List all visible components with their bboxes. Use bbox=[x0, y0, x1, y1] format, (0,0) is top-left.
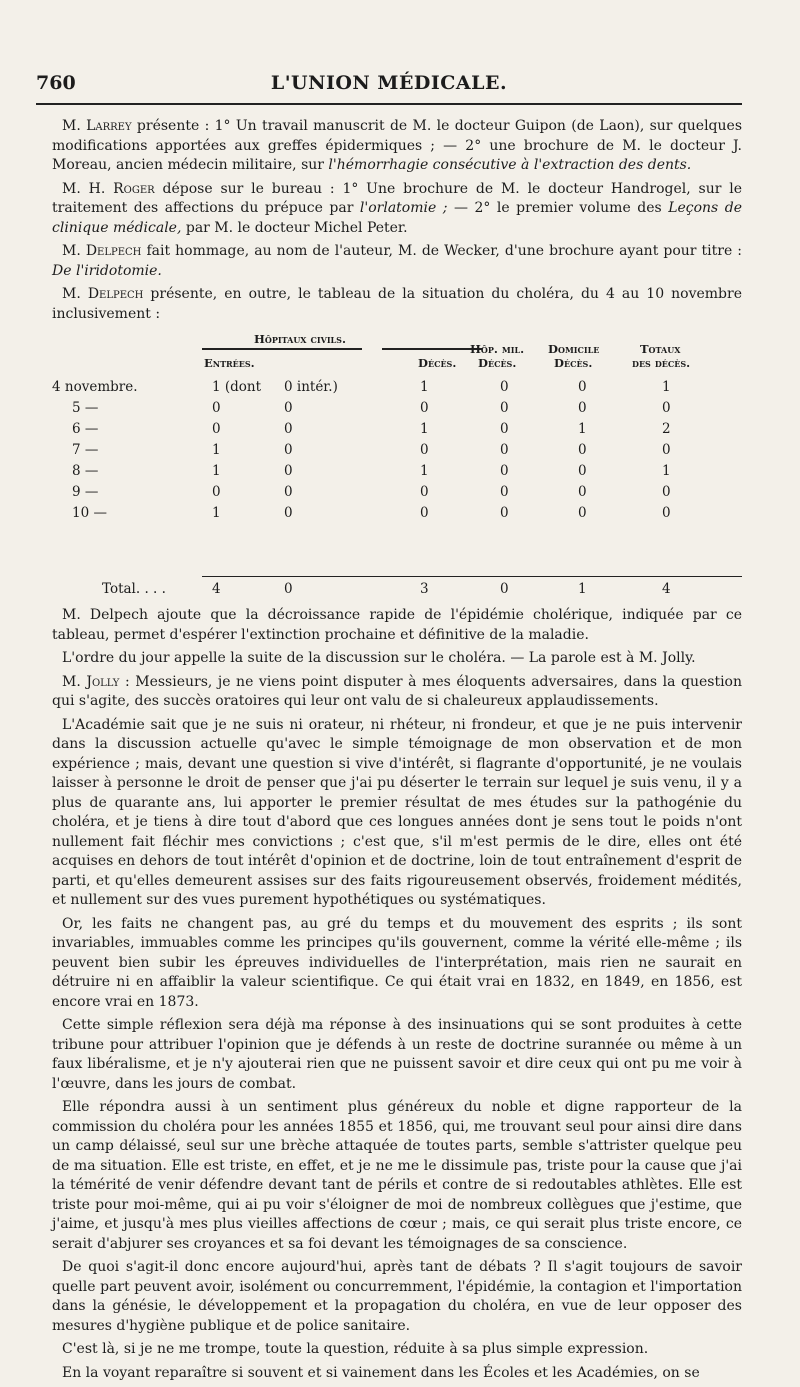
total-entrees: 4 bbox=[212, 581, 221, 597]
brace-right bbox=[382, 348, 482, 351]
paragraph-jolly-intro bbox=[52, 673, 742, 712]
row-deces: 0 bbox=[420, 400, 429, 416]
row-total: 2 bbox=[662, 421, 671, 437]
paragraph-text: présente, en outre, le tableau de la situation du choléra, du 4 au 10 novembre inclusivement : bbox=[52, 286, 742, 322]
row-deces: 1 bbox=[420, 379, 429, 395]
paragraph-delpech-conclusion: M. Delpech ajoute que la décroissance rapide de l'épidémie cholérique, indiquée par ce tableau, permet d'espérer l'extinction prochaine et définitive de la maladie. bbox=[52, 607, 742, 643]
paragraph-text: par M. le docteur Michel Peter. bbox=[181, 219, 408, 236]
brace-left bbox=[202, 348, 362, 351]
row-interieur: 0 bbox=[284, 484, 293, 500]
col-header-domicile: Domicile bbox=[548, 342, 600, 356]
paragraph-faits: Or, les faits ne changent pas, au gré du temps et du mouvement des esprits ; ils sont invariables, immuables comme les principes qu'ils gouvernent, comme la vérité elle-même ; ils peuvent bien subir les épreuves individuelles de l'interprétation, mais rien ne saurait en détruire ni en affaiblir la valeur scientifique. Ce qui était vrai en 1832, en 1849, en 1856, est encore vrai en 1873. bbox=[52, 915, 742, 1010]
row-interieur: 0 bbox=[284, 400, 293, 416]
col-header-totaux: Totaux bbox=[640, 342, 681, 356]
paragraph-text: fait hommage, au nom de l'auteur, M. de Wecker, d'une brochure ayant pour titre : bbox=[141, 243, 742, 259]
row-deces: 0 bbox=[420, 484, 429, 500]
row-hopmil: 0 bbox=[500, 379, 509, 395]
row-total: 1 bbox=[662, 463, 671, 479]
total-label: Total. . . . bbox=[102, 581, 166, 597]
paragraph-larrey bbox=[52, 117, 742, 176]
row-entrees: 1 bbox=[212, 505, 221, 521]
page-header bbox=[36, 72, 742, 102]
paragraph-question: De quoi s'agit-il donc encore aujourd'hui, après tant de débats ? Il s'agit toujours de savoir quelle part peuvent avoir, isolément ou concurremment, l'épidémie, la contagion et l'importation dans la génésie, le développement et la propagation du choléra, en vue de leur opposer des mesures d'hygiène publique et de police sanitaire. bbox=[52, 1259, 742, 1334]
row-entrees: 1 bbox=[212, 442, 221, 458]
total-hopmil: 0 bbox=[500, 581, 509, 597]
row-entrees: 1 bbox=[212, 463, 221, 479]
paragraph-italic: l'hémorrhagie consécutive à l'extraction des dents. bbox=[328, 157, 692, 173]
paragraph-delpech-tableau bbox=[52, 285, 742, 324]
col-header-entrees: Entrées. bbox=[204, 356, 255, 370]
speaker-name: M. Jolly bbox=[62, 673, 120, 690]
row-domicile: 0 bbox=[578, 442, 587, 458]
row-day: 8 — bbox=[72, 463, 99, 479]
total-rule bbox=[202, 576, 742, 577]
speaker-name: M. Larrey bbox=[62, 118, 132, 134]
row-hopmil: 0 bbox=[500, 442, 509, 458]
paragraph-text: présente : 1° Un travail manuscrit de M. le docteur Guipon (de Laon), sur quelques modifications apportées aux greffes épidermiques ; — 2° une brochure de M. le docteur J. Moreau, ancien médecin militaire, sur bbox=[52, 118, 743, 173]
article-body bbox=[52, 117, 742, 1387]
row-total: 0 bbox=[662, 442, 671, 458]
row-domicile: 0 bbox=[578, 484, 587, 500]
paragraph-ordre-du-jour: L'ordre du jour appelle la suite de la discussion sur le choléra. — La parole est à M. Jolly. bbox=[62, 650, 696, 666]
row-hopmil: 0 bbox=[500, 463, 509, 479]
row-domicile: 0 bbox=[578, 463, 587, 479]
row-interieur: 0 bbox=[284, 505, 293, 521]
row-total: 1 bbox=[662, 379, 671, 395]
row-hopmil: 0 bbox=[500, 421, 509, 437]
paragraph-delpech-hommage bbox=[52, 242, 742, 281]
speaker-name: M. H. Roger bbox=[62, 180, 155, 197]
row-day: 6 — bbox=[72, 421, 99, 437]
row-day: 9 — bbox=[72, 484, 99, 500]
row-day: 5 — bbox=[72, 400, 99, 416]
row-deces: 1 bbox=[420, 463, 429, 479]
col-header-hopmil-deces: Décès. bbox=[478, 356, 517, 370]
row-domicile: 0 bbox=[578, 505, 587, 521]
paragraph-italic: l'orlatomie ; bbox=[359, 200, 448, 216]
row-entrees: 0 bbox=[212, 484, 221, 500]
row-hopmil: 0 bbox=[500, 505, 509, 521]
page-number: 760 bbox=[36, 72, 76, 94]
paragraph-roger bbox=[52, 180, 742, 239]
row-day: 10 — bbox=[72, 505, 107, 521]
paragraph-text: — 2° le premier volume des bbox=[447, 200, 669, 216]
row-total: 0 bbox=[662, 484, 671, 500]
paragraph-reflexion: Cette simple réflexion sera déjà ma réponse à des insinuations qui se sont produites à cette tribune pour attribuer l'opinion que je défends à un reste de doctrine surannée ou même à un faux libéralisme, et je n'y ajouterai rien que ne puissent savoir et dire ceux qui ont pu me voir à l'œuvre, dans les jours de combat. bbox=[52, 1017, 742, 1092]
row-day: 4 novembre. bbox=[52, 379, 138, 395]
row-domicile: 0 bbox=[578, 379, 587, 395]
paragraph-italic: De l'iridotomie. bbox=[52, 262, 162, 279]
total-totaux: 4 bbox=[662, 581, 671, 597]
row-interieur: 0 bbox=[284, 442, 293, 458]
paragraph-text: dépose sur le bureau : 1° Une brochure de M. le docteur Handrogel, sur le traitement des affections du prépuce par bbox=[52, 180, 742, 216]
row-entrees: 1 (dont bbox=[212, 379, 262, 395]
paragraph-text: : Messieurs, je ne viens point disputer à mes éloquents adversaires, dans la question qui s'agite, des succès oratoires qui leur ont valu de si chaleureux applaudissements. bbox=[52, 673, 743, 709]
row-total: 0 bbox=[662, 505, 671, 521]
header-rule bbox=[36, 103, 742, 105]
paragraph-italic: Leçons de clinique médicale, bbox=[52, 200, 742, 236]
row-interieur: 0 intér.) bbox=[284, 379, 338, 395]
paragraph-rapporteur: Elle répondra aussi à un sentiment plus généreux du noble et digne rapporteur de la commission du choléra pour les années 1855 et 1856, qui, me trouvant seul pour ainsi dire dans un camp délaissé, seul sur une brèche attaquée de toutes parts, semble s'attrister quelque peu de ma situation. Elle est triste, en effet, et je ne me le dissimule pas, triste pour la cause que j'ai la témérité de venir défendre devant tant de périls et contre de si redoutables athlètes. Elle est triste pour moi-même, qui ai pu voir s'éloigner de moi de nombreux collègues que j'estime, que j'aime, et jusqu'à mes plus vieilles affections de cœur ; mais, ce qui serait plus triste encore, ce serait d'abjurer ses croyances et sa foi devant les témoignages de sa conscience. bbox=[52, 1099, 742, 1252]
col-header-hopmil: Hôp. mil. bbox=[470, 342, 525, 356]
row-entrees: 0 bbox=[212, 400, 221, 416]
row-interieur: 0 bbox=[284, 463, 293, 479]
col-header-domicile-deces: Décès. bbox=[554, 356, 593, 370]
total-deces: 3 bbox=[420, 581, 429, 597]
journal-title: L'UNION MÉDICALE. bbox=[270, 72, 508, 94]
speaker-name: M. Delpech bbox=[62, 286, 144, 302]
row-deces: 0 bbox=[420, 505, 429, 521]
row-deces: 1 bbox=[420, 421, 429, 437]
cholera-table bbox=[52, 330, 742, 600]
total-interieur: 0 bbox=[284, 581, 293, 597]
row-hopmil: 0 bbox=[500, 484, 509, 500]
col-header-totaux-deces: des décès. bbox=[632, 356, 691, 370]
row-interieur: 0 bbox=[284, 421, 293, 437]
paragraph-academie: L'Académie sait que je ne suis ni orateur, ni rhéteur, ni frondeur, et que je ne puis intervenir dans la discussion actuelle qu'avec le simple témoignage de mon observation et de mon expérience ; mais, devant une question si vive d'intérêt, si flagrante d'opportunité, je ne voulais laisser à personne le droit de penser que j'ai pu déserter le terrain sur lequel je suis venu, il y a plus de quarante ans, lui apporter le premier résultat de mes études sur la pathogénie du choléra, et je tiens à dire tout d'abord que ces longues années dont je sens tout le poids n'ont nullement fait fléchir mes convictions ; c'est que, s'il m'est permis de le dire, elles ont été acquises en dehors de tout intérêt d'opinion et de doctrine, loin de tout entraînement d'esprit de parti, et qu'elles demeurent assises sur des faits rigoureusement observés, froidement médités, et nullement sur des vues purement hypothétiques ou systématiques. bbox=[52, 716, 742, 908]
col-header-deces: Décès. bbox=[418, 356, 457, 370]
table-group-header: Hôpitaux civils. bbox=[254, 332, 346, 346]
row-deces: 0 bbox=[420, 442, 429, 458]
row-hopmil: 0 bbox=[500, 400, 509, 416]
row-domicile: 1 bbox=[578, 421, 587, 437]
row-entrees: 0 bbox=[212, 421, 221, 437]
total-domicile: 1 bbox=[578, 581, 587, 597]
row-domicile: 0 bbox=[578, 400, 587, 416]
paragraph-expression: C'est là, si je ne me trompe, toute la question, réduite à sa plus simple expression. bbox=[62, 1341, 649, 1357]
row-day: 7 — bbox=[72, 442, 99, 458]
row-total: 0 bbox=[662, 400, 671, 416]
paragraph-final: En la voyant reparaître si souvent et si vainement dans les Écoles et les Académies, on se bbox=[62, 1364, 700, 1381]
speaker-name: M. Delpech bbox=[62, 243, 142, 259]
